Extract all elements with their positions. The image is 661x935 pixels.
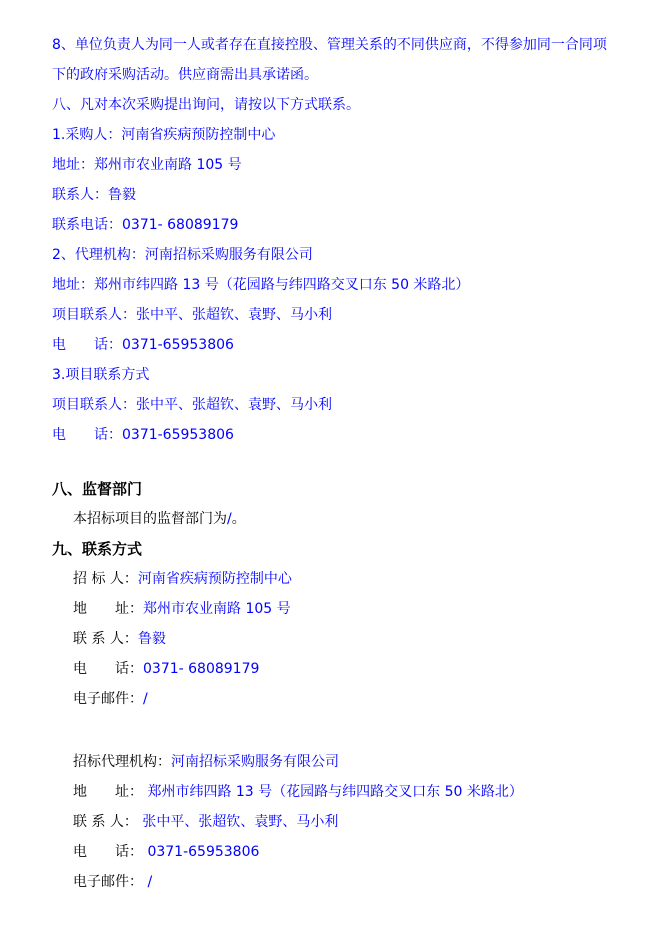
tenderer-row [73,654,621,684]
agency-label: 地 址： [73,784,143,800]
tenderer-row [73,624,621,654]
tenderer-value: 鲁毅 [137,631,166,647]
agency-row [73,747,621,777]
tenderer-label: 地 址： [73,601,143,617]
tenderer-label: 联 系 人： [73,631,138,647]
tenderer-value: 河南省疾病预防控制中心 [137,571,292,587]
inquiry-heading: 八、凡对本次采购提出询问，请按以下方式联系。 [52,97,360,113]
purchaser-title: 1.采购人：河南省疾病预防控制中心 [52,127,276,143]
supervision-body-prefix: 本招标项目的监督部门为 [73,511,227,527]
purchaser-contact: 联系人：鲁毅 [52,187,136,203]
agency-row [73,807,621,837]
tenderer-value: 0371- 68089179 [143,661,260,677]
clause-8-line-1: 8、单位负责人为同一人或者存在直接控股、管理关系的不同供应商，不得参加同一合同项 [52,37,607,53]
agency-value: 郑州市纬四路 13 号（花园路与纬四路交叉口东 50 米路北） [143,784,523,800]
inquiry-section [52,30,621,450]
purchaser-address: 地址：郑州市农业南路 105 号 [52,157,242,173]
agency-value: / [143,874,153,890]
agency-row [73,837,621,867]
contact-section [52,534,621,897]
purchaser-phone: 联系电话：0371- 68089179 [52,217,239,233]
tenderer-label: 招 标 人： [73,571,138,587]
project-contact-title: 3.项目联系方式 [52,367,150,383]
clause-8-line-2: 下的政府采购活动。供应商需出具承诺函。 [52,67,318,83]
tenderer-row [73,564,621,594]
project-contact-names: 项目联系人：张中平、张超钦、袁野、马小利 [52,397,332,413]
supervision-body-value: / [227,511,232,527]
tenderer-row [73,684,621,714]
tenderer-value: 郑州市农业南路 105 号 [143,601,291,617]
agency-value: 0371-65953806 [143,844,260,860]
agency-contact: 项目联系人：张中平、张超钦、袁野、马小利 [52,307,332,323]
tenderer-label: 电子邮件： [73,691,143,707]
agency-label: 联 系 人： [73,814,138,830]
supervision-heading: 八、监督部门 [52,480,143,498]
tenderer-label: 电 话： [73,661,143,677]
agency-value: 河南招标采购服务有限公司 [171,754,339,770]
agency-address: 地址：郑州市纬四路 13 号（花园路与纬四路交叉口东 50 米路北） [52,277,470,293]
supervision-body-suffix: 。 [231,511,246,527]
agency-label: 招标代理机构： [73,754,171,770]
agency-value: 张中平、张超钦、袁野、马小利 [137,814,339,830]
agency-phone: 电 话：0371-65953806 [52,337,234,353]
tenderer-contact-block [52,564,621,714]
agency-row [73,867,621,897]
tenderer-row [73,594,621,624]
agency-row [73,777,621,807]
supervision-section [52,474,621,534]
tenderer-value: / [143,691,148,707]
agency-label: 电 话： [73,844,143,860]
supervision-body [52,504,621,534]
contact-heading: 九、联系方式 [52,540,143,558]
agency-title: 2、代理机构：河南招标采购服务有限公司 [52,247,313,263]
agency-label: 电子邮件： [73,874,143,890]
project-contact-phone: 电 话：0371-65953806 [52,427,234,443]
agency-contact-block [52,747,621,897]
